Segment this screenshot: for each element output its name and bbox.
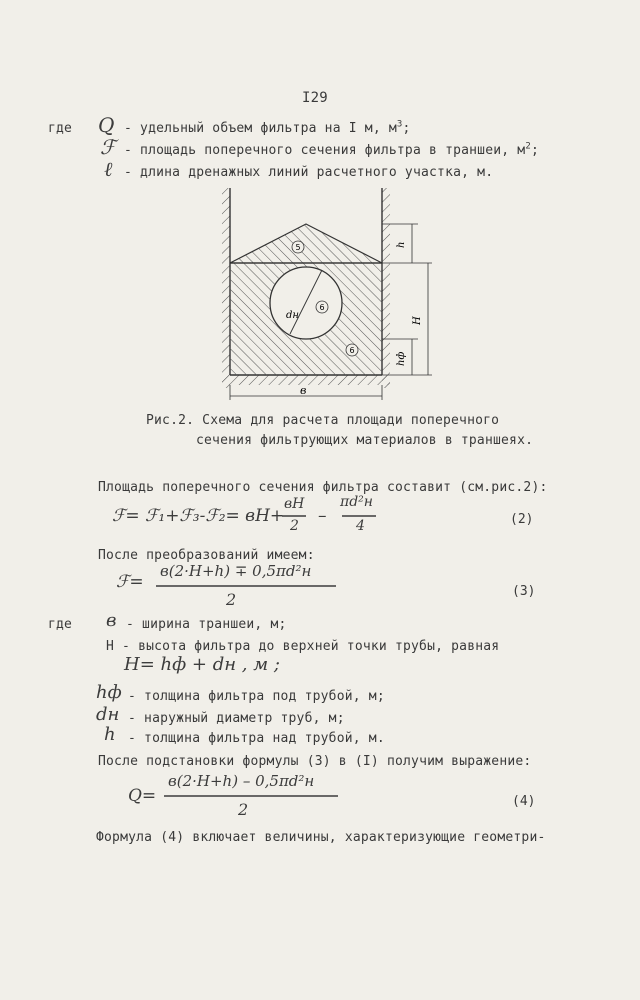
dn-symbol: dн	[96, 704, 120, 725]
eq2-frac1-num: вH	[284, 496, 305, 512]
eq4-num: в(2·H+h) – 0,5πd²н	[168, 772, 315, 790]
h-label: h	[396, 241, 407, 248]
figure-caption-line1: Рис.2. Схема для расчета площади поперечного	[146, 413, 500, 428]
H-definition: H - высота фильтра до верхней точки трубы, равная	[106, 639, 500, 654]
hf-symbol: hф	[96, 682, 122, 703]
eq2-frac2-den: 4	[356, 518, 365, 534]
h-definition: - толщина фильтра над трубой, м.	[128, 731, 385, 746]
eq4-number: (4)	[512, 794, 536, 809]
hf-label: hф	[396, 351, 407, 366]
l-symbol: ℓ	[104, 157, 113, 181]
figure-caption-line2: сечения фильтрующих материалов в траншеях.	[196, 433, 534, 448]
eq4-den: 2	[238, 800, 249, 819]
dn-definition: - наружный диаметр труб, м;	[128, 711, 345, 726]
where-label: где	[48, 121, 73, 136]
H-formula: H= hф + dн , м ;	[124, 654, 280, 675]
eq3-lhs: ℱ=	[116, 572, 144, 592]
b-symbol: в	[106, 610, 117, 631]
l-definition: - длина дренажных линий расчетного участка, м.	[124, 165, 494, 180]
paragraph-area-intro: Площадь поперечного сечения фильтра составит (см.рис.2):	[98, 480, 548, 495]
eq2-frac1-den: 2	[290, 518, 299, 534]
b-definition: - ширина траншеи, м;	[126, 617, 287, 632]
paragraph-after-transform: После преобразований имеем:	[98, 548, 315, 563]
q-symbol: Q	[98, 113, 115, 137]
eq2-lhs: ℱ= ℱ₁+ℱ₃-ℱ₂= вH+	[112, 506, 285, 526]
eq2-number: (2)	[510, 512, 534, 527]
eq2-frac2-num: πd²н	[340, 494, 373, 510]
q-definition: - удельный объем фильтра на I м, $м^3$;	[124, 119, 411, 136]
f-definition: - площадь поперечного сечения фильтра в траншеи, $м^2$;	[124, 141, 539, 158]
eq3-den: 2	[226, 590, 237, 609]
eq3-num: в(2·H+h) ∓ 0,5πd²н	[160, 562, 312, 580]
paragraph-formula-note: Формула (4) включает величины, характеризующие геометри-	[96, 830, 546, 845]
b-label: в	[300, 384, 307, 397]
dn-label: dн	[286, 310, 299, 321]
f-symbol: ℱ	[100, 135, 116, 159]
label-6a: 6	[319, 303, 325, 312]
hf-definition: - толщина фильтра под трубой, м;	[128, 689, 385, 704]
paragraph-substitution: После подстановки формулы (3) в (I) получим выражение:	[98, 754, 532, 769]
eq3-number: (3)	[512, 584, 536, 599]
H-label: H	[412, 316, 423, 325]
label-5: 5	[295, 243, 301, 252]
label-6b: 6	[349, 346, 355, 355]
h-symbol: h	[104, 724, 116, 745]
eq2-minus: –	[318, 506, 327, 526]
eq4-lhs: Q=	[128, 786, 157, 806]
page-number: I29	[302, 90, 328, 106]
where-label-2: где	[48, 617, 73, 632]
